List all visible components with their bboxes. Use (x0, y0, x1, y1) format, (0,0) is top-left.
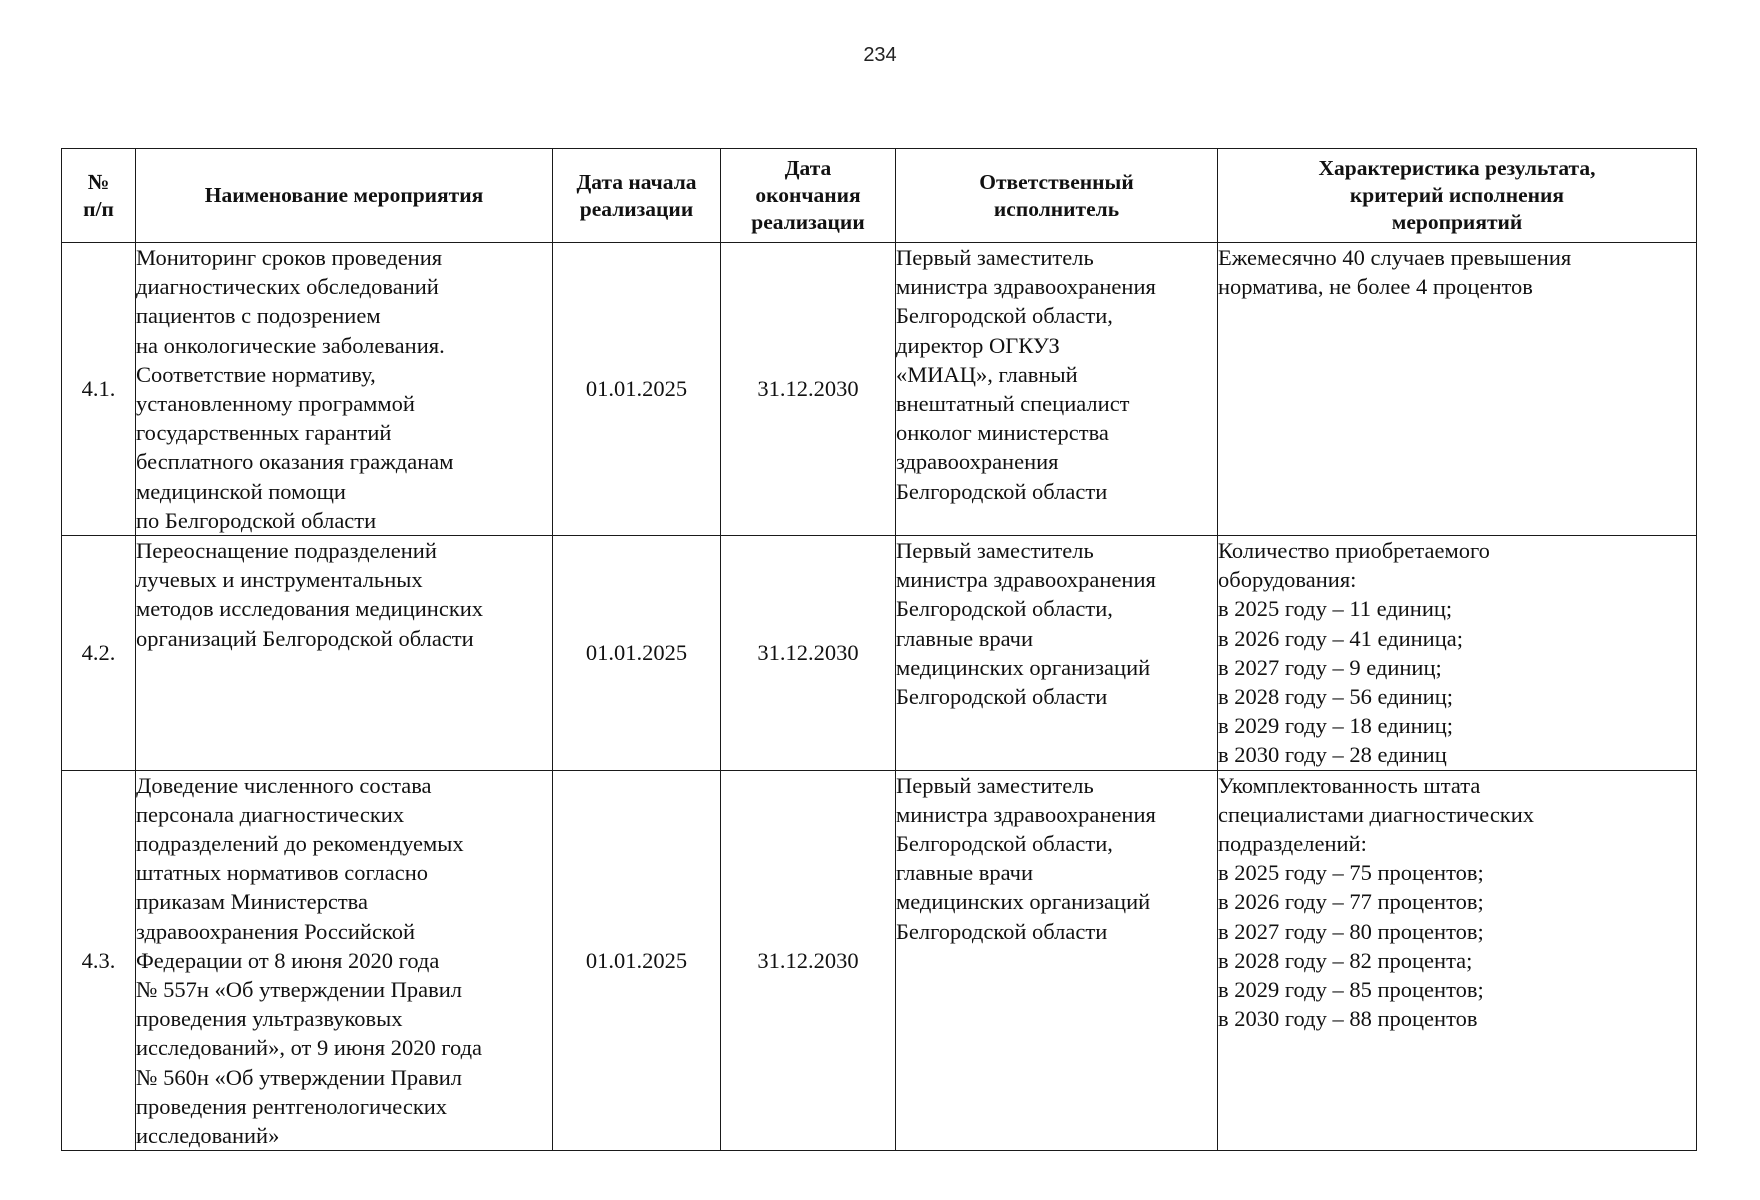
page-number: 234 (863, 44, 897, 66)
text-line: Доведение численного состава (136, 772, 432, 798)
text-line: внештатный специалист (896, 391, 1130, 417)
header-number: № п/п (62, 149, 136, 243)
text-line: в 2026 году – 41 единица; (1218, 625, 1464, 651)
text-line: в 2028 году – 56 единиц; (1218, 684, 1454, 710)
text-line: оборудования: (1218, 567, 1357, 593)
text-line: в 2029 году – 18 единиц; (1218, 713, 1454, 739)
text-line: персонала диагностических (136, 801, 405, 827)
measures-table (61, 148, 1697, 1151)
text-line: норматива, не более 4 процентов (1218, 274, 1533, 300)
text-line: установленному программой (136, 391, 415, 417)
text-line: Белгородской области (896, 684, 1108, 710)
text-line: Первый заместитель (896, 245, 1094, 270)
text-line: исследований», от 9 июня 2020 года (136, 1035, 483, 1061)
text-line: министра здравоохранения (896, 567, 1156, 593)
responsible-executor (896, 770, 1218, 1151)
responsible-executor (896, 243, 1218, 536)
text-line: директор ОГКУЗ (896, 332, 1060, 358)
text-line: бесплатного оказания гражданам (136, 449, 454, 475)
header-name: Наименование мероприятия (136, 149, 553, 243)
start-date: 01.01.2025 (553, 770, 721, 1151)
row-number: 4.1. (62, 243, 136, 536)
text-line: лучевых и инструментальных (136, 567, 423, 593)
row-number: 4.2. (62, 536, 136, 771)
text-line: Белгородской области, (896, 596, 1113, 622)
text-line: здравоохранения (896, 449, 1059, 475)
text-line: министра здравоохранения (896, 801, 1156, 827)
text-line: в 2025 году – 11 единиц; (1218, 596, 1453, 622)
text-line: Белгородской области, (896, 303, 1113, 329)
text-line: № 560н «Об утверждении Правил (136, 1064, 462, 1090)
text-line: проведения рентгенологических (136, 1093, 448, 1119)
text-line: штатных нормативов согласно (136, 860, 429, 886)
text-line: в 2028 году – 82 процента; (1218, 947, 1473, 973)
text-line: Первый заместитель (896, 538, 1094, 564)
text-line: проведения ультразвуковых (136, 1006, 403, 1032)
text-line: пациентов с подозрением (136, 303, 381, 329)
text-line: медицинской помощи (136, 478, 346, 504)
start-date: 01.01.2025 (553, 243, 721, 536)
end-date: 31.12.2030 (721, 243, 896, 536)
text-line: Белгородской области, (896, 831, 1113, 857)
text-line: в 2025 году – 75 процентов; (1218, 860, 1484, 886)
text-line: Первый заместитель (896, 772, 1094, 798)
table-row (62, 243, 1697, 536)
text-line: в 2027 году – 80 процентов; (1218, 918, 1484, 944)
text-line: государственных гарантий (136, 420, 392, 446)
text-line: организаций Белгородской области (136, 625, 474, 651)
text-line: специалистами диагностических (1218, 801, 1535, 827)
result-characteristic (1218, 770, 1697, 1151)
text-line: № 557н «Об утверждении Правил (136, 977, 462, 1003)
text-line: приказам Министерства (136, 889, 368, 915)
text-line: Белгородской области (896, 478, 1108, 504)
text-line: диагностических обследований (136, 274, 439, 300)
text-line: подразделений до рекомендуемых (136, 831, 464, 857)
start-date: 01.01.2025 (553, 536, 721, 771)
measure-name (136, 536, 553, 771)
text-line: Соответствие нормативу, (136, 361, 376, 387)
text-line: Ежемесячно 40 случаев превышения (1218, 245, 1572, 270)
table-row (62, 770, 1697, 1151)
measure-name (136, 243, 553, 536)
measure-name (136, 770, 553, 1151)
row-number: 4.3. (62, 770, 136, 1151)
text-line: методов исследования медицинских (136, 596, 484, 622)
result-characteristic (1218, 536, 1697, 771)
text-line: в 2027 году – 9 единиц; (1218, 654, 1442, 680)
text-line: в 2030 году – 88 процентов (1218, 1006, 1478, 1032)
text-line: медицинских организаций (896, 654, 1151, 680)
header-result: Характеристика результата, критерий исполнения мероприятий (1218, 149, 1697, 243)
text-line: Количество приобретаемого (1218, 538, 1490, 564)
text-line: на онкологические заболевания. (136, 332, 445, 358)
table-row (62, 536, 1697, 771)
header-end-date: Дата окончания реализации (721, 149, 896, 243)
text-line: министра здравоохранения (896, 274, 1156, 300)
text-line: в 2030 году – 28 единиц (1218, 742, 1447, 768)
end-date: 31.12.2030 (721, 536, 896, 771)
table-header-row (62, 149, 1697, 243)
text-line: онколог министерства (896, 420, 1109, 446)
text-line: исследований» (136, 1123, 280, 1149)
text-line: главные врачи (896, 860, 1034, 886)
text-line: Белгородской области (896, 918, 1108, 944)
text-line: в 2026 году – 77 процентов; (1218, 889, 1484, 915)
text-line: Мониторинг сроков проведения (136, 245, 443, 270)
text-line: Переоснащение подразделений (136, 538, 437, 564)
header-start-date: Дата начала реализации (553, 149, 721, 243)
text-line: по Белгородской области (136, 507, 377, 533)
responsible-executor (896, 536, 1218, 771)
text-line: «МИАЦ», главный (896, 361, 1078, 387)
text-line: медицинских организаций (896, 889, 1151, 915)
text-line: подразделений: (1218, 831, 1367, 857)
text-line: Укомплектованность штата (1218, 772, 1481, 798)
result-characteristic (1218, 243, 1697, 536)
text-line: здравоохранения Российской (136, 918, 416, 944)
header-responsible: Ответственный исполнитель (896, 149, 1218, 243)
text-line: в 2029 году – 85 процентов; (1218, 977, 1484, 1003)
end-date: 31.12.2030 (721, 770, 896, 1151)
text-line: главные врачи (896, 625, 1034, 651)
text-line: Федерации от 8 июня 2020 года (136, 947, 440, 973)
